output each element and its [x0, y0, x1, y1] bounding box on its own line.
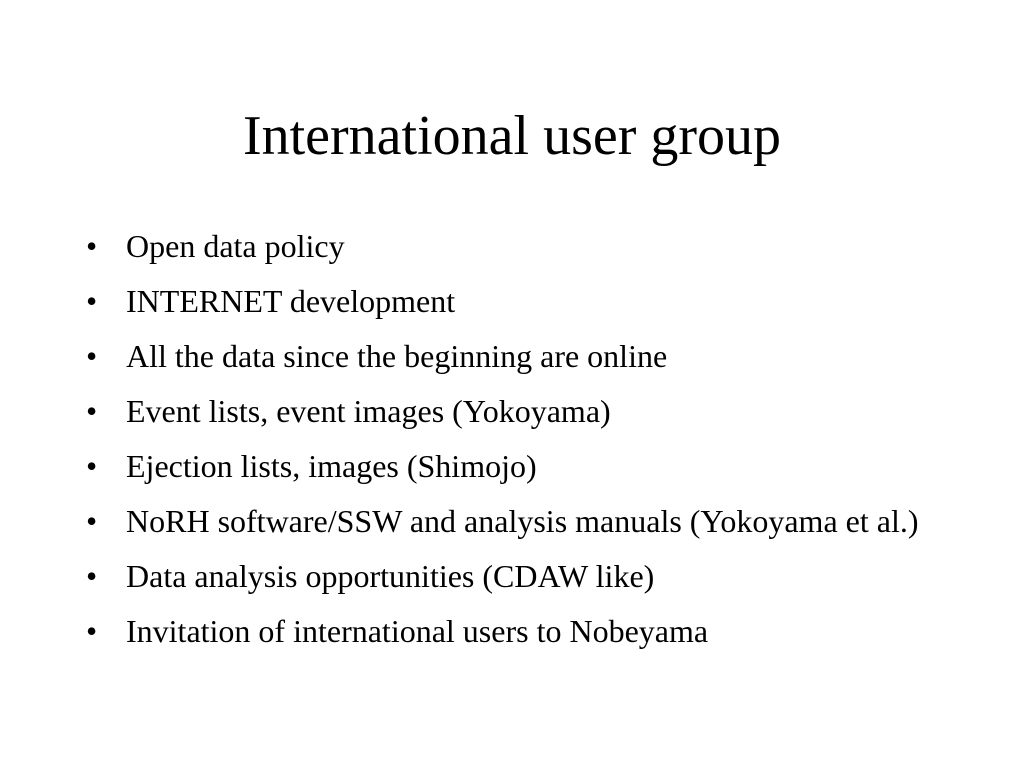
bullet-text: INTERNET development: [126, 283, 456, 319]
slide-title: International user group: [242, 105, 782, 167]
bullet-icon: •: [86, 448, 98, 484]
bullet-item: [86, 448, 946, 484]
bullet-icon: •: [86, 338, 98, 374]
bullet-item: [86, 338, 946, 374]
bullet-item: [86, 393, 946, 429]
bullet-text: NoRH software/SSW and analysis manuals (Yokoyama et al.): [126, 503, 919, 539]
bullet-item: [86, 228, 946, 264]
bullet-list: [86, 228, 946, 668]
bullet-item: [86, 558, 946, 594]
bullet-text: Invitation of international users to Nobeyama: [126, 613, 709, 649]
bullet-icon: •: [86, 393, 98, 429]
bullet-icon: •: [86, 558, 98, 594]
bullet-item: [86, 503, 946, 539]
bullet-text: All the data since the beginning are online: [126, 338, 668, 374]
bullet-text: Ejection lists, images (Shimojo): [126, 448, 537, 484]
bullet-text: Data analysis opportunities (CDAW like): [126, 558, 655, 594]
bullet-icon: •: [86, 613, 98, 649]
bullet-icon: •: [86, 228, 98, 264]
bullet-item: [86, 283, 946, 319]
bullet-item: [86, 613, 946, 649]
bullet-icon: •: [86, 503, 98, 539]
bullet-text: Open data policy: [126, 228, 345, 264]
bullet-icon: •: [86, 283, 98, 319]
bullet-text: Event lists, event images (Yokoyama): [126, 393, 611, 429]
